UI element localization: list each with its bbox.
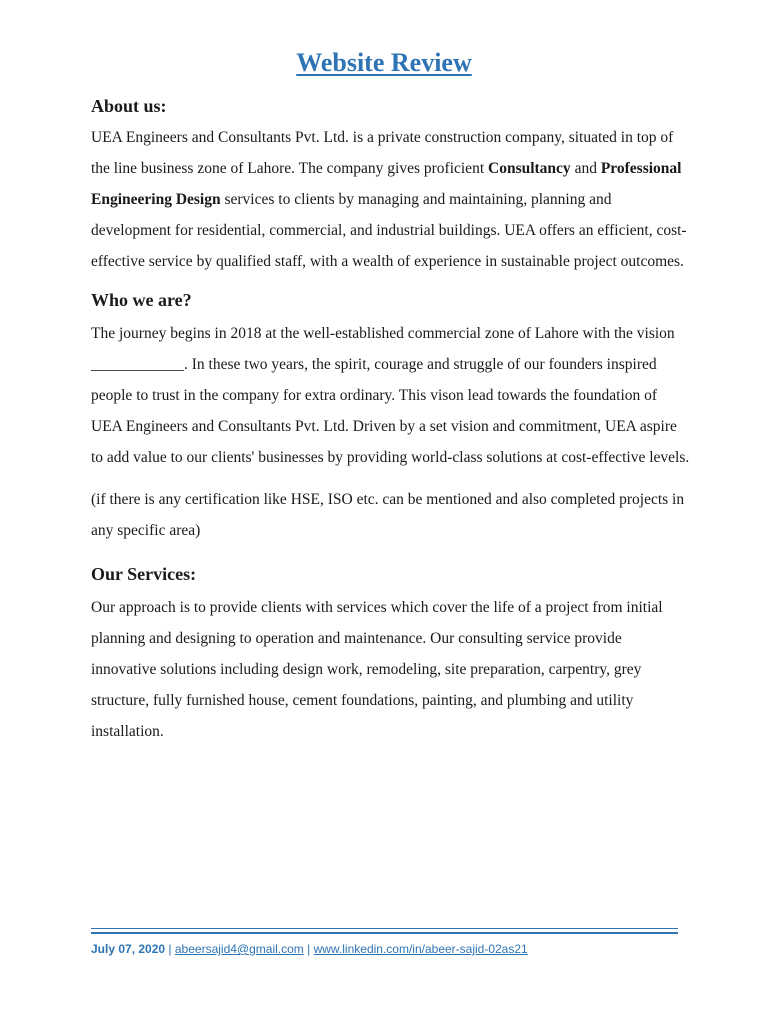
document-body (91, 92, 691, 747)
who-heading: Who we are? (91, 290, 192, 310)
who-paragraph: The journey begins in 2018 at the well-established commercial zone of Lahore with the vision ____________. In these two years, the spirit, courage and struggle of our founders inspired people to trust in the company for extra ordinary. This vison lead towards the foundation of UEA Engineers and Consultants Pvt. Ltd. Driven by a set vision and commitment, UEA aspire to add value to our clients' businesses by providing world-class solutions at cost-effective levels. (91, 325, 690, 466)
footer-email-link[interactable]: abeersajid4@gmail.com (174, 942, 304, 956)
about-text-1: UEA Engineers and Consultants Pvt. Ltd. is a private construction company, situated in top of the line business zone of Lahore. The company gives proficient (91, 129, 674, 177)
footer-divider (91, 928, 678, 934)
who-we-are-section (91, 286, 691, 546)
about-paragraph (91, 122, 691, 277)
about-section (91, 92, 691, 277)
footer-linkedin-link[interactable]: www.linkedin.com/in/abeer-sajid-02as21 (313, 942, 528, 956)
about-bold-engineering-design: Professional Engineering Design (91, 160, 682, 208)
about-heading: About us: (91, 96, 167, 116)
footer-date: July 07, 2020 (91, 942, 166, 956)
about-bold-consultancy: Consultancy (488, 160, 571, 177)
services-heading: Our Services: (91, 564, 197, 584)
page-title: Website Review (296, 48, 472, 77)
footer-separator: | (307, 942, 311, 956)
footer (91, 940, 691, 958)
about-text-2: and (570, 160, 601, 177)
certification-note: (if there is any certification like HSE, ISO etc. can be mentioned and also completed projects in any specific area) (91, 491, 685, 539)
services-paragraph: Our approach is to provide clients with services which cover the life of a project from initial planning and designing to operation and maintenance. Our consulting service provide innovative solutions including design work, remodeling, site preparation, carpentry, grey structure, fully furnished house, cement foundations, painting, and plumbing and utility installation. (91, 599, 663, 740)
services-section (91, 560, 691, 747)
footer-separator: | (168, 942, 172, 956)
about-text-3: services to clients by managing and maintaining, planning and development for residential, commercial, and industrial buildings. UEA offers an efficient, cost-effective service by qualified staff, with a wealth of experience in sustainable project outcomes. (91, 191, 687, 270)
